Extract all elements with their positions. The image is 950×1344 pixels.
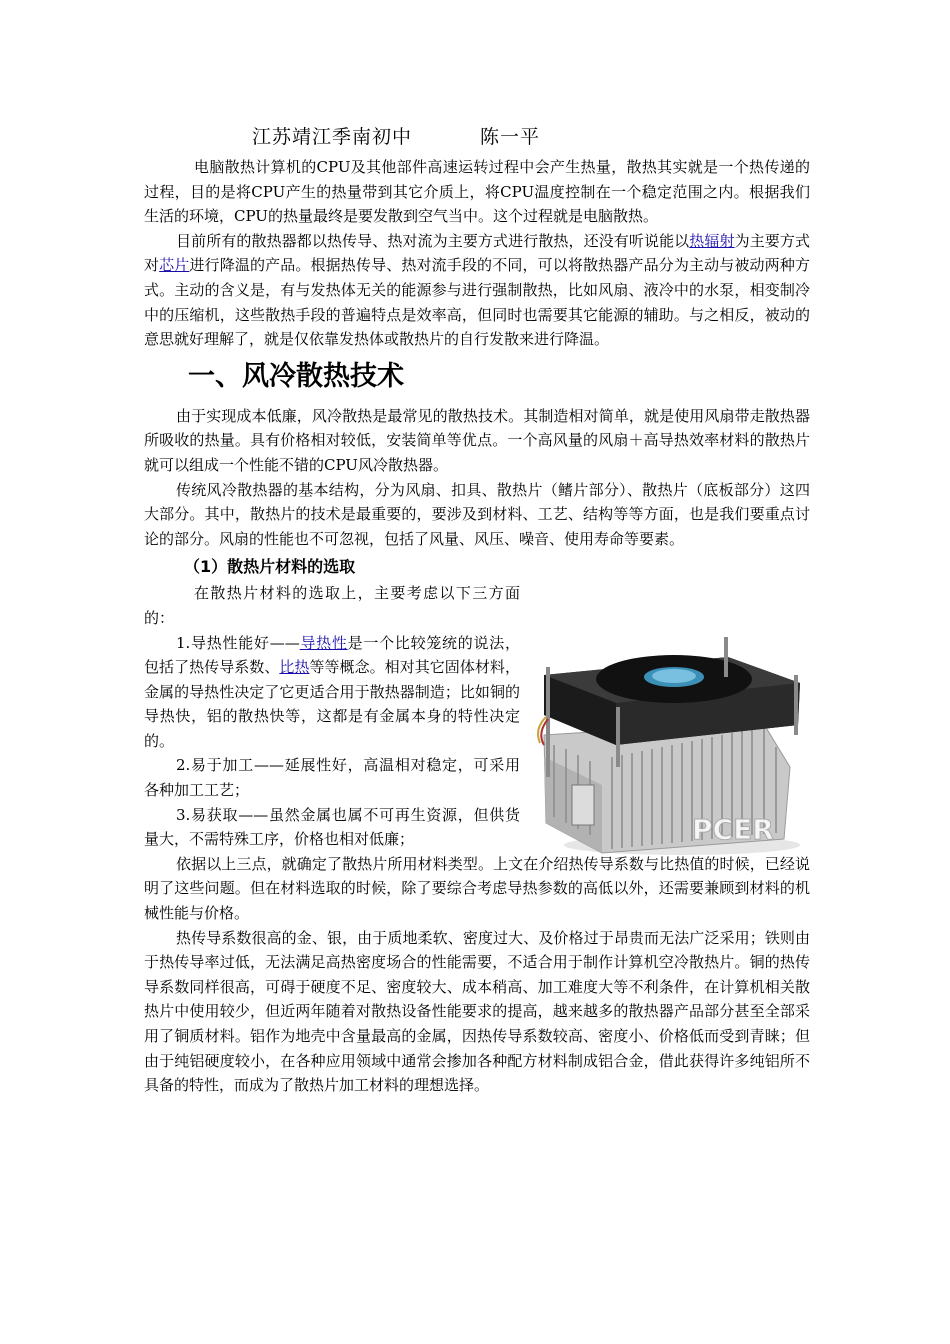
material-item-3: 3.易获取——虽然金属也属不可再生资源，但供货量大，不需特殊工序，价格也相对低廉；: [144, 805, 520, 849]
document-page: [144, 122, 810, 1098]
material-conclusion: 依据以上三点，就确定了散热片所用材料类型。上文在介绍热传导系数与比热值的时候，已经说明了这些问题。但在材料选取的时候，除了要综合考虑导热参数的高低以外，还需要兼顾到材料的机械性能与价格。: [144, 854, 810, 923]
material-list-block: [144, 581, 810, 852]
intro-paragraph-2: 目前所有的散热器都以热传导、热对流为主要方式进行散热，还没有听说能以热辐射为主要方式对芯片进行降温的产品。根据热传导、热对流手段的不同，可以将散热器产品分为主动与被动两种方式。主动的含义是，有与发热体无关的能源参与进行强制散热，比如风扇、液冷中的水泵，相变制冷中的压缩机，这些散热手段的普遍特点是效率高，但同时也需要其它能源的辅助。与之相反，被动的意思就好理解了，就是仅依靠发热体或散热片的自行发散来进行降温。: [144, 231, 810, 349]
link-heat-radiation[interactable]: 热辐射: [689, 231, 735, 250]
material-lead: 在散热片材料的选取上，主要考虑以下三方面的：: [144, 584, 520, 627]
material-item-2: 2.易于加工——延展性好，高温相对稳定，可采用各种加工工艺；: [144, 756, 520, 800]
link-specific-heat[interactable]: 比热: [279, 658, 310, 677]
link-chip[interactable]: 芯片: [159, 256, 190, 275]
author-school: 江苏靖江季南初中: [252, 126, 413, 148]
section1-paragraph-2: 传统风冷散热器的基本结构，分为风扇、扣具、散热片（鳍片部分）、散热片（底板部分）这四大部分。其中，散热片的技术是最重要的，要涉及到材料、工艺、结构等等方面，也是我们要重点讨论的部分。风扇的性能也不可忽视，包括了风量、风压、噪音、使用寿命等要素。: [144, 480, 810, 548]
author-name: 陈一平: [480, 126, 541, 148]
metals-paragraph: 热传导系数很高的金、银，由于质地柔软、密度过大、及价格过于昂贵而无法广泛采用；铁则由于热传导率过低，无法满足高热密度场合的性能需要，不适合用于制作计算机空冷散热片。铜的热传导系数同样很高，可碍于硬度不足、密度较大、成本稍高、加工难度大等不利条件，在计算机相关散热片中使用较少，但近两年随着对散热设备性能要求的提高，越来越多的散热器产品部分甚至全部采用了铜质材料。铝作为地壳中含量最高的金属，因热传导系数较高、密度小、价格低而受到青睐；但由于纯铝硬度较小，在各种应用领域中通常会掺加各种配方材料制成铝合金，借此获得许多纯铝所不具备的特性，而成为了散热片加工材料的理想选择。: [144, 928, 810, 1095]
section1-paragraph-1: 由于实现成本低廉，风冷散热是最常见的散热技术。其制造相对简单，就是使用风扇带走散热器所吸收的热量。具有价格相对较低，安装简单等优点。一个高风量的风扇＋高导热效率材料的散热片就可以组成一个性能不错的CPU风冷散热器。: [144, 406, 810, 474]
author-line: [252, 122, 810, 149]
link-thermal-conductivity[interactable]: 导热性: [299, 633, 348, 652]
subsection-heading-material: （1）散热片材料的选取: [184, 557, 356, 577]
material-item-1: 1.导热性能好——导热性是一个比较笼统的说法，包括了热传导系数、比热等等概念。相对其它固体材料，金属的导热性决定了它更适合用于散热器制造；比如铜的导热快，铝的散热快等，这都是有金属本身的特性决定的。: [144, 633, 520, 750]
cpu-cooler-image: [532, 617, 810, 867]
image-watermark: PCER: [692, 813, 774, 847]
section-heading-air-cooling: 一、风冷散热技术: [188, 360, 404, 392]
intro-paragraph-1: 电脑散热计算机的CPU及其他部件高速运转过程中会产生热量，散热其实就是一个热传递的过程，目的是将CPU产生的热量带到其它介质上，将CPU温度控制在一个稳定范围之内。根据我们生活的环境，CPU的热量最终是要发散到空气当中。这个过程就是电脑散热。: [144, 158, 810, 226]
